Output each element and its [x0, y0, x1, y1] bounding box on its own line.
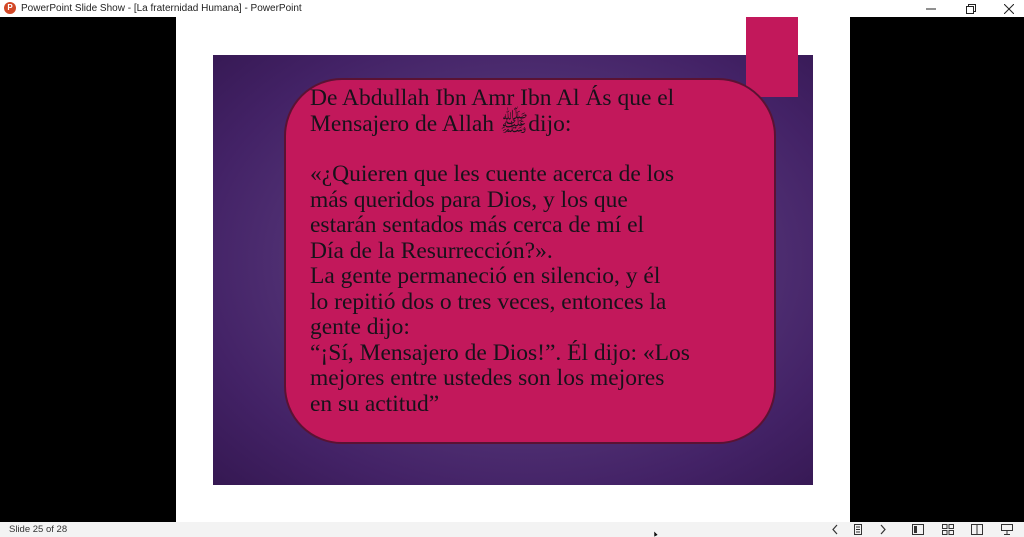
text-line: Mensajero de Allah ﷺdijo:: [310, 110, 572, 137]
title-bar: [0, 0, 1024, 17]
slide-text: [310, 86, 754, 417]
normal-view-button[interactable]: [908, 522, 928, 537]
text-line: La gente permaneció en silencio, y él: [310, 263, 661, 289]
text-line: lo repitió dos o tres veces, entonces la: [310, 288, 667, 315]
text-line: en su actitud”: [310, 390, 440, 417]
status-bar: [0, 522, 1024, 537]
mouse-cursor-icon: [654, 531, 662, 537]
close-icon: [1004, 4, 1014, 14]
slide-counter: Slide 25 of 28: [9, 524, 68, 535]
text-line: «¿Quieren que les cuente acerca de los: [310, 161, 675, 187]
text-line: estarán sentados más cerca de mí el: [310, 212, 645, 238]
letterbox-right: [850, 17, 1024, 522]
previous-slide-button[interactable]: [826, 522, 846, 537]
text-line: De Abdullah Ibn Amr Ibn Al Ás que el: [310, 85, 675, 111]
window-title: PowerPoint Slide Show - [La fraternidad Humana] - PowerPoint: [21, 3, 302, 14]
powerpoint-icon: [4, 2, 16, 14]
letterbox-left: [0, 17, 176, 522]
next-slide-button[interactable]: [874, 522, 894, 537]
text-line: mejores entre ustedes son los mejores: [310, 365, 665, 391]
minimize-icon: [926, 4, 936, 14]
text-line: más queridos para Dios, y los que: [310, 186, 628, 213]
decorative-tab: [746, 17, 798, 97]
chevron-left-icon: [830, 524, 840, 535]
text-line: gente dijo:: [310, 314, 410, 340]
slide-sorter-button[interactable]: [938, 522, 958, 537]
reading-view-button[interactable]: [967, 522, 987, 537]
reading-view-icon: [971, 524, 983, 535]
text-line: Día de la Resurrección?».: [310, 237, 553, 264]
grid-icon: [942, 524, 954, 535]
restore-button[interactable]: [956, 0, 986, 17]
restore-icon: [966, 4, 976, 14]
normal-view-icon: [912, 524, 924, 535]
close-button[interactable]: [994, 0, 1024, 17]
slide-show-button[interactable]: [997, 522, 1017, 537]
text-line: “¡Sí, Mensajero de Dios!”. Él dijo: «Los: [310, 339, 690, 366]
minimize-button[interactable]: [916, 0, 946, 17]
presentation-icon: [1001, 524, 1013, 535]
slide-menu-button[interactable]: [849, 522, 869, 537]
chevron-right-icon: [878, 524, 888, 535]
menu-icon: [853, 524, 863, 535]
